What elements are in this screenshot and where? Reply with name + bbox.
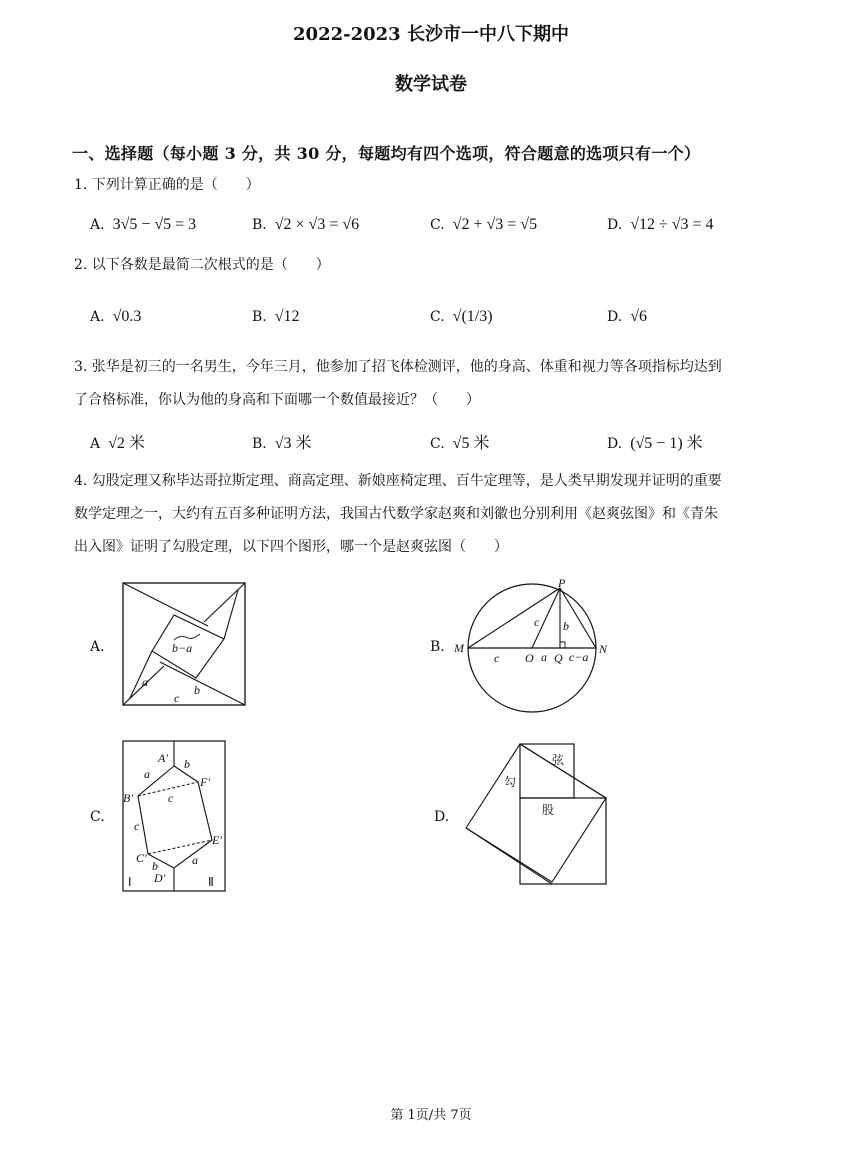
figure-b-label-c-slant: c: [534, 615, 540, 629]
page-footer: 第 1页/共 7页: [390, 1108, 472, 1123]
figure-c-label-b-top: b: [184, 757, 190, 771]
figure-d-label-xian: 弦: [552, 753, 565, 767]
figure-a-label-c: c: [174, 691, 180, 705]
q2-option-b: [252, 308, 300, 326]
figure-c-label-c-left: c: [134, 819, 140, 833]
q2-option-c: [430, 308, 493, 326]
figure-b-label-a: a: [541, 650, 547, 664]
q3-option-c: [430, 430, 489, 453]
q1-option-b-label: B.: [252, 217, 267, 233]
q3-option-a-text: √2 米: [108, 435, 145, 452]
question-2-stem: 2. 以下各数是最简二次根式的是（ ）: [74, 257, 330, 273]
exam-title: 2022-2023 长沙市一中八下期中: [293, 24, 569, 45]
q1-option-a-label: A.: [90, 217, 105, 233]
q3-option-b-label: B.: [252, 436, 267, 452]
q2-option-d-text: √6: [630, 308, 647, 325]
q3-option-d-text: (√5 − 1) 米: [630, 435, 703, 452]
figure-c-label-dp: D′: [154, 871, 166, 885]
q1-option-c: [430, 216, 537, 234]
figure-c-label-region-1: Ⅰ: [128, 875, 132, 889]
figure-c-label-bp: B′: [123, 791, 133, 805]
q3-option-d-label: D.: [607, 436, 623, 452]
question-3-stem-line2: 了合格标准，你认为他的身高和下面哪一个数值最接近？（ ）: [74, 392, 480, 408]
figure-d-diagram: [464, 742, 610, 888]
q2-option-a: [90, 308, 141, 326]
figure-c-label-region-2: Ⅱ: [208, 875, 214, 889]
q1-option-b-text: √2 × √3 = √6: [274, 216, 360, 233]
figure-d-label-gu: 股: [542, 803, 555, 817]
figure-a-label-b: b: [194, 683, 200, 697]
q3-option-a: [90, 430, 145, 453]
q4-option-b-label: B.: [430, 639, 445, 655]
figure-b-label-m: M: [454, 641, 464, 655]
q2-option-a-label: A.: [90, 309, 105, 325]
figure-a-label-bma: b−a: [172, 641, 193, 655]
q1-option-b: [252, 216, 359, 234]
q1-option-c-text: √2 + √3 = √5: [452, 216, 538, 233]
figure-b-label-o: O: [525, 651, 534, 665]
q3-option-b-text: √3 米: [274, 435, 312, 452]
question-1-stem: 1. 下列计算正确的是（ ）: [74, 177, 260, 193]
q4-option-a-label: A.: [90, 639, 105, 655]
figure-c-label-b-bottom: b: [152, 859, 158, 873]
q2-option-d-label: D.: [607, 309, 623, 325]
q1-option-a-text: 3√5 − √5 = 3: [112, 216, 197, 233]
figure-b-label-c-base: c: [494, 651, 500, 665]
q1-option-d-text: √12 ÷ √3 = 4: [630, 216, 714, 233]
figure-b-label-q: Q: [554, 651, 563, 665]
figure-b-label-b: b: [563, 619, 569, 633]
q3-option-c-text: √5 米: [452, 435, 490, 452]
q2-option-b-text: √12: [274, 308, 300, 325]
figure-c-label-ap: A′: [158, 751, 168, 765]
q1-option-c-label: C.: [430, 217, 445, 233]
q1-option-d-label: D.: [607, 217, 623, 233]
figure-a-diagram: [122, 582, 246, 706]
figure-a-label-a: a: [142, 675, 148, 689]
section-heading: 一、选择题（每小题 3 分，共 30 分，每题均有四个选项，符合题意的选项只有一个）: [72, 144, 701, 163]
question-4-stem-line3: 出入图》证明了勾股定理，以下四个图形，哪一个是赵爽弦图（ ）: [74, 539, 508, 555]
figure-b-label-p: P: [558, 576, 566, 590]
q2-option-c-text: √(1/3): [452, 308, 493, 325]
exam-subtitle: 数学试卷: [395, 74, 467, 95]
q3-option-a-label: A: [90, 436, 101, 452]
q2-option-b-label: B.: [252, 309, 267, 325]
figure-c-label-c-mid: c: [168, 791, 174, 805]
question-4-stem-line2: 数学定理之一，大约有五百多种证明方法，我国古代数学家赵爽和刘徽也分别利用《赵爽弦图》和《青朱: [74, 506, 718, 522]
question-4-stem-line1: 4. 勾股定理又称毕达哥拉斯定理、商高定理、新娘座椅定理、百牛定理等，是人类早期发现并证明的重要: [74, 473, 722, 489]
figure-d-label-gou: 勾: [504, 775, 517, 789]
figure-b-label-cma: c−a: [569, 650, 589, 664]
q2-option-a-text: √0.3: [112, 308, 142, 325]
figure-c-label-fp: F′: [200, 775, 210, 789]
q3-option-c-label: C.: [430, 436, 445, 452]
figure-c-label-a-bottom: a: [192, 853, 198, 867]
figure-c-label-a-top: a: [144, 767, 150, 781]
figure-c-label-cp: C′: [136, 851, 147, 865]
q3-option-d: [607, 430, 703, 453]
figure-c-label-ep: E′: [212, 833, 222, 847]
q1-option-d: [607, 216, 714, 234]
q3-option-b: [252, 430, 312, 453]
q4-option-c-label: C.: [90, 809, 105, 825]
q2-option-d: [607, 308, 647, 326]
figure-b-diagram: [452, 578, 612, 718]
figure-b-label-n: N: [599, 642, 608, 656]
q2-option-c-label: C.: [430, 309, 445, 325]
figure-c-diagram: [122, 740, 226, 892]
q4-option-d-label: D.: [434, 809, 450, 825]
question-3-stem-line1: 3. 张华是初三的一名男生，今年三月，他参加了招飞体检测评，他的身高、体重和视力等各项指标均达到: [74, 359, 722, 375]
q1-option-a: [90, 216, 196, 234]
